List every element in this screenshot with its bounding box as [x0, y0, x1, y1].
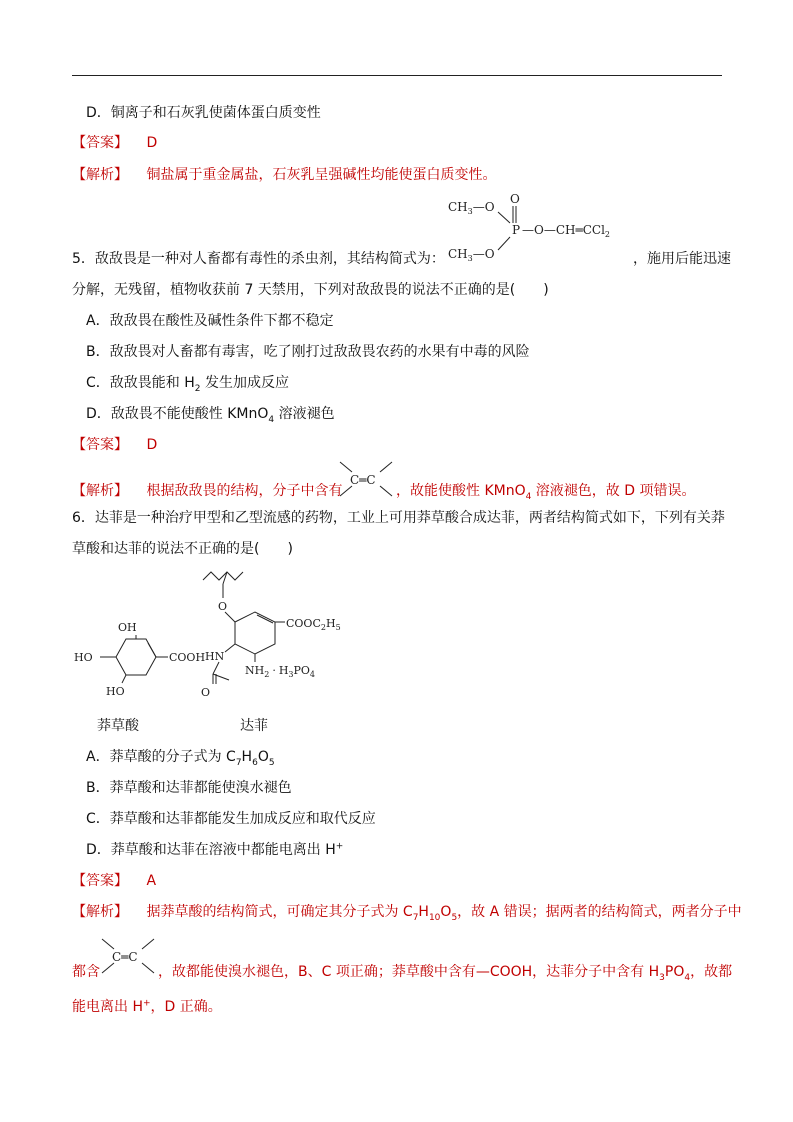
- analysis-tag: 【解析】: [72, 904, 128, 920]
- answer-tag: 【答案】: [72, 135, 128, 151]
- q5-stem-line-1-end: ，施用后能迅速: [633, 251, 731, 267]
- oh-top: OH: [118, 621, 137, 634]
- header-rule: [72, 75, 722, 76]
- q5-option-c: C．敌敌畏能和 $H_2$ 发生加成反应: [86, 375, 289, 394]
- q6-analysis-line-2: ，故都能使溴水褪色，B、C 项正确；莽草酸中含有—COOH，达菲分子中含有 $H_3PO_4$，故都: [158, 964, 733, 983]
- q6-answer: [72, 871, 156, 891]
- q5-double-bond-structure: [336, 458, 396, 500]
- ho-bottom: HO: [106, 685, 125, 698]
- phosphoryl-o: O: [510, 192, 520, 206]
- shikimic-acid-caption: 莽草酸: [97, 718, 139, 734]
- main-chain: —O—CH═CCl$_2$: [522, 223, 611, 239]
- q5-option-a: A．敌敌畏在酸性及碱性条件下都不稳定: [86, 313, 334, 329]
- carbonyl-o: O: [201, 686, 211, 699]
- q6-option-c: C．莽草酸和达菲都能发生加成反应和取代反应: [86, 811, 376, 827]
- analysis-tag: 【解析】: [72, 167, 128, 183]
- ho-left: HO: [74, 651, 93, 664]
- tamiflu-caption: 达菲: [240, 718, 268, 734]
- q5-stem-line-2: 分解，无残留，植物收获前 7 天禁用，下列对敌敌畏的说法不正确的是( ): [72, 282, 549, 298]
- q5-option-b: B．敌敌畏对人畜都有毒害，吃了刚打过敌敌畏农药的水果有中毒的风险: [86, 344, 530, 360]
- q5-option-d: D．敌敌畏不能使酸性 KMnO$_4$ 溶液褪色: [86, 406, 335, 425]
- answer-tag: 【答案】: [72, 873, 128, 889]
- ch3o-bottom: $CH_3—O$: [448, 247, 495, 263]
- ch3o-top: $CH_3—O$: [448, 200, 495, 216]
- cooh: COOH: [169, 651, 206, 664]
- c-c-text: C═C: [350, 473, 376, 487]
- nh2-phosphate: $NH_2 \cdot H_3PO_4$: [245, 664, 316, 679]
- q6-analysis-line-1: 【解析】 据莽草酸的结构简式，可确定其分子式为 $C_7H_{10}O_5$，故 A 错误；据两者的结构简式，两者分子中: [72, 904, 742, 923]
- q4-analysis: [72, 165, 496, 185]
- q5-analysis: 【解析】 根据敌敌畏的结构，分子中含有: [72, 483, 343, 499]
- shikimic-acid-structure: [70, 615, 210, 705]
- answer-value: D: [146, 135, 158, 151]
- answer-tag: 【答案】: [72, 437, 128, 453]
- q5-stem-line-1: 5．敌敌畏是一种对人畜都有毒性的杀虫剂，其结构简式为：: [72, 251, 445, 267]
- hn-group: HN: [205, 650, 225, 663]
- tamiflu-structure: [195, 566, 365, 706]
- q6-option-d: D．莽草酸和达菲在溶液中都能电离出 H+: [86, 841, 344, 858]
- phosphorus: P: [512, 223, 521, 237]
- answer-value: A: [146, 873, 157, 889]
- ether-o: O: [218, 600, 228, 613]
- q4-answer: [72, 133, 157, 153]
- q6-stem-line-2: 草酸和达菲的说法不正确的是( ): [72, 541, 293, 557]
- answer-value: D: [146, 437, 158, 453]
- q6-double-bond-structure: [98, 935, 158, 977]
- q4-option-d: D．铜离子和石灰乳使菌体蛋白质变性: [86, 105, 321, 121]
- q5-answer: [72, 435, 157, 455]
- analysis-tag: 【解析】: [72, 483, 128, 499]
- dichlorvos-structure: [440, 190, 630, 270]
- q5-analysis-end: ，故能使酸性 KMnO$_4$ 溶液褪色，故 D 项错误。: [396, 483, 696, 502]
- ester-group: $COOC_2H_5$: [286, 617, 341, 632]
- analysis-text: 铜盐属于重金属盐，石灰乳呈强碱性均能使蛋白质变性。: [146, 167, 497, 183]
- q6-analysis-line-2-start: 都含: [72, 964, 100, 980]
- q6-analysis-line-3: 能电离出 H+，D 正确。: [72, 998, 222, 1015]
- q6-option-a: A．莽草酸的分子式为 $C_7H_6O_5$: [86, 749, 275, 768]
- q6-option-b: B．莽草酸和达菲都能使溴水褪色: [86, 780, 292, 796]
- c-c-text: C═C: [112, 950, 138, 964]
- q6-stem-line-1: 6．达菲是一种治疗甲型和乙型流感的药物，工业上可用莽草酸合成达菲，两者结构简式如下，下列有关莽: [72, 510, 725, 526]
